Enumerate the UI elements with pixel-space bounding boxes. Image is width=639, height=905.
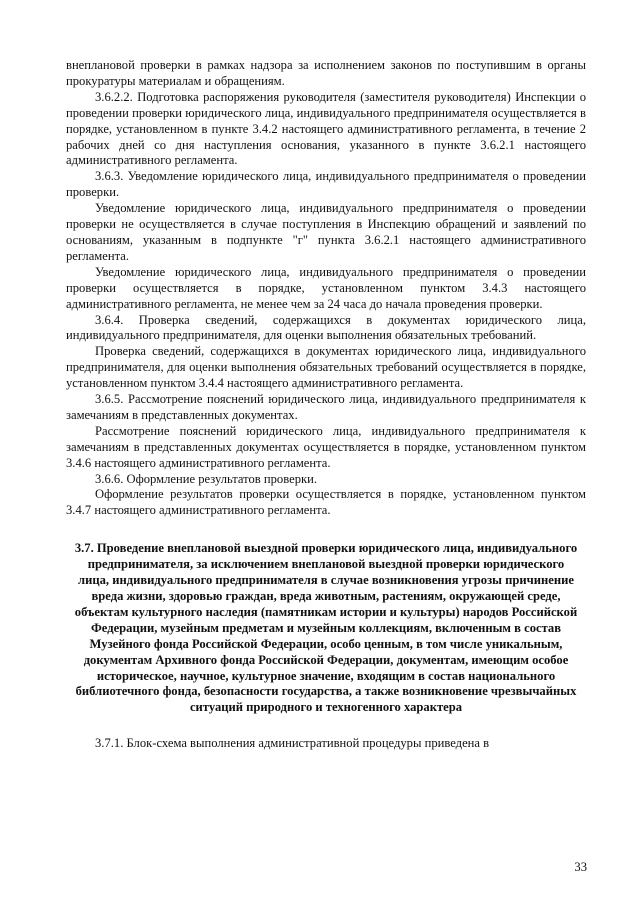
paragraph-4: Уведомление юридического лица, индивидуального предпринимателя о проведении проверки не осуществляется в случае поступления в Инспекцию обращений и заявлений по основаниям, указанным в подпункте "г" пункта 3.6.2.1 настоящего административного регламента. <box>66 201 586 263</box>
page-number: 33 <box>574 860 587 874</box>
paragraph-6: 3.6.4. Проверка сведений, содержащихся в документах юридического лица, индивидуального предпринимателя, для оценки выполнения обязательных требований. <box>66 312 586 343</box>
paragraph-5: Уведомление юридического лица, индивидуального предпринимателя о проведении проверки осуществляется в порядке, установленном пунктом 3.4.3 настоящего административного регламента, не менее чем за 24 часа до начала проведения проверки. <box>66 264 586 311</box>
paragraph-9: Рассмотрение пояснений юридического лица, индивидуального предпринимателя к замечаниям в представленных документах осуществляется в порядке, установленном пунктом 3.4.6 настоящего административного регламента. <box>66 423 586 470</box>
paragraph-11: Оформление результатов проверки осуществляется в порядке, установленном пунктом 3.4.7 настоящего административного регламента. <box>66 487 586 518</box>
paragraph-3: 3.6.3. Уведомление юридического лица, индивидуального предпринимателя о проведении проверки. <box>66 169 586 200</box>
section-title: 3.7. Проведение внеплановой выездной проверки юридического лица, индивидуального предпринимателя, за исключением внеплановой выездной проверки юридического лица, индивидуального предпринимателя в случае возникновения угрозы причинение вреда жизни, здоровью граждан, вреда животным, растениям, окружающей среде, объектам культурного наследия (памятникам истории и культуры) народов Российской Федерации, музейным предметам и музейным коллекциям, включенным в состав Музейного фонда Российской Федерации, особо ценным, в том числе уникальным, документам Архивного фонда Российской Федерации, документам, имеющим особое историческое, научное, культурное значение, входящим в состав национального библиотечного фонда, безопасности государства, а также возникновение чрезвычайных ситуаций природного и техногенного характера <box>74 541 578 715</box>
paragraph-10: 3.6.6. Оформление результатов проверки. <box>95 471 317 486</box>
document-page <box>66 58 586 752</box>
paragraph-1: внеплановой проверки в рамках надзора за исполнением законов по поступившим в органы прокуратуры материалам и обращениям. <box>66 58 586 88</box>
paragraph-8: 3.6.5. Рассмотрение пояснений юридического лица, индивидуального предпринимателя к замечаниям в представленных документах. <box>66 392 586 422</box>
paragraph-7: Проверка сведений, содержащихся в документах юридического лица, индивидуального предпринимателя, для оценки выполнения обязательных требований осуществляется в порядке, установленном пунктом 3.4.4 настоящего административного регламента. <box>66 344 586 391</box>
paragraph-last: 3.7.1. Блок-схема выполнения административной процедуры приведена в <box>95 736 490 751</box>
paragraph-2: 3.6.2.2. Подготовка распоряжения руководителя (заместителя руководителя) Инспекции о проведении проверки юридического лица, индивидуального предпринимателя осуществляется в порядке, установленном в пункте 3.4.2 настоящего административного регламента, в течение 2 рабочих дней со дня наступления основания, указанного в пункте 3.6.2.1 настоящего административного регламента. <box>66 89 586 168</box>
